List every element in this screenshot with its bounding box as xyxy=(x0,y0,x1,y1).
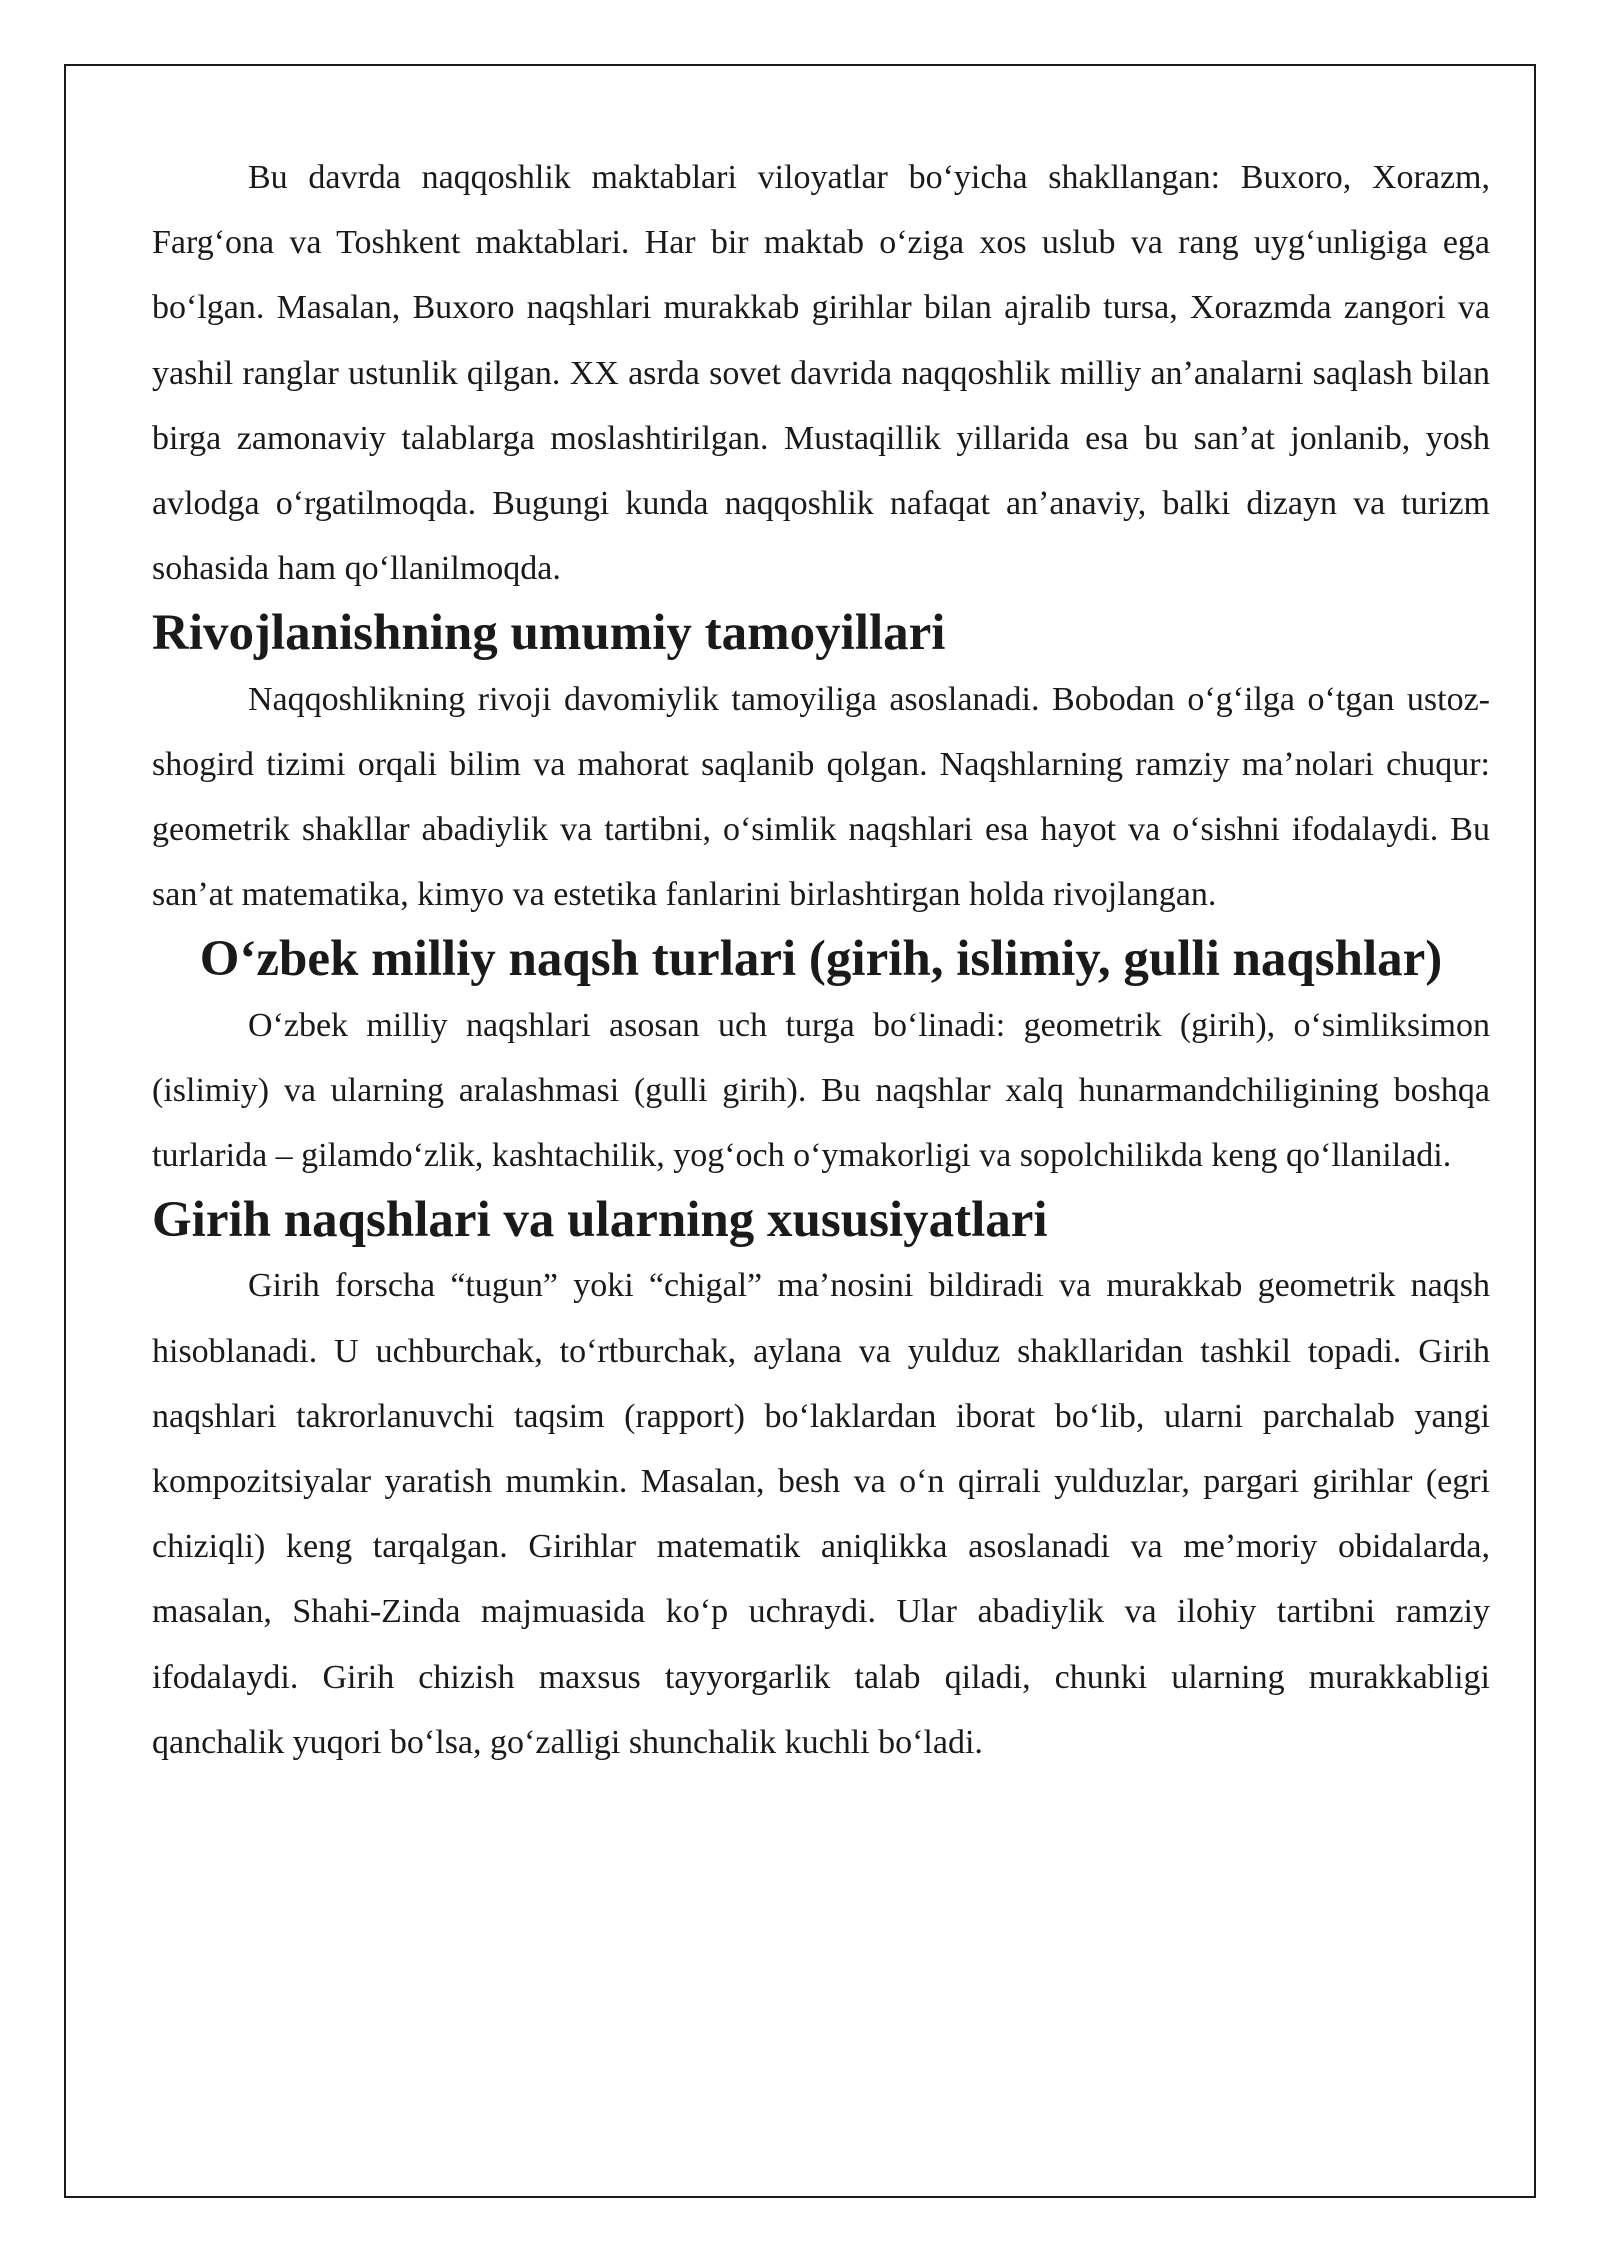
paragraph-naqqoshlik-schools: Bu davrda naqqoshlik maktablari viloyatlar boʻyicha shakllangan: Buxoro, Xorazm, Fargʻona va Toshkent maktablari. Har bir maktab oʻziga xos uslub va rang uygʻunligiga ega boʻlgan. Masalan, Buxoro naqshlari murakkab girihlar bilan ajralib tursa, Xorazmda zangori va yashil ranglar ustunlik qilgan. XX asrda sovet davrida naqqoshlik milliy anʼanalarni saqlash bilan birga zamonaviy talablarga moslashtirilgan. Mustaqillik yillarida esa bu sanʼat jonlanib, yosh avlodga oʻrgatilmoqda. Bugungi kunda naqqoshlik nafaqat anʼanaviy, balki dizayn va turizm sohasida ham qoʻllanilmoqda. xyxy=(152,159,1490,588)
heading-pattern-types: Oʻzbek milliy naqsh turlari (girih, islimiy, gulli naqshlar) xyxy=(199,931,1443,988)
paragraph-girih-patterns: Girih forscha “tugun” yoki “chigal” maʼnosini bildiradi va murakkab geometrik naqsh hisoblanadi. U uchburchak, toʻrtburchak, aylana va yulduz shakllaridan tashkil topadi. Girih naqshlari takrorlanuvchi taqsim (rapport) boʻlaklardan iborat boʻlib, ularni parchalab yangi kompozitsiyalar yaratish mumkin. Masalan, besh va oʻn qirrali yulduzlar, pargari girihlar (egri chiziqli) keng tarqalgan. Girihlar matematik aniqlikka asoslanadi va meʼmoriy obidalarda, masalan, Shahi-Zinda majmuasida koʻp uchraydi. Ular abadiylik va ilohiy tartibni ramziy ifodalaydi. Girih chizish maxsus tayyorgarlik talab qiladi, chunki ularning murakkabligi qanchalik yuqori boʻlsa, goʻzalligi shunchalik kuchli boʻladi. xyxy=(152,1267,1490,1761)
heading-girih-patterns: Girih naqshlari va ularning xususiyatlari xyxy=(152,1192,1048,1249)
paragraph-pattern-types: Oʻzbek milliy naqshlari asosan uch turga boʻlinadi: geometrik (girih), oʻsimliksimon (islimiy) va ularning aralashmasi (gulli girih). Bu naqshlar xalq hunarmandchiligining boshqa turlarida – gilamdoʻzlik, kashtachilik, yogʻoch oʻymakorligi va sopolchilikda keng qoʻllaniladi. xyxy=(152,1006,1490,1175)
document-body xyxy=(152,145,1490,1775)
heading-development-principles: Rivojlanishning umumiy tamoyillari xyxy=(152,605,946,662)
paragraph-development-principles: Naqqoshlikning rivoji davomiylik tamoyiliga asoslanadi. Bobodan oʻgʻilga oʻtgan ustoz-shogird tizimi orqali bilim va mahorat saqlanib qolgan. Naqshlarning ramziy maʼnolari chuqur: geometrik shakllar abadiylik va tartibni, oʻsimlik naqshlari esa hayot va oʻsishni ifodalaydi. Bu sanʼat matematika, kimyo va estetika fanlarini birlashtirgan holda rivojlangan. xyxy=(152,680,1490,914)
